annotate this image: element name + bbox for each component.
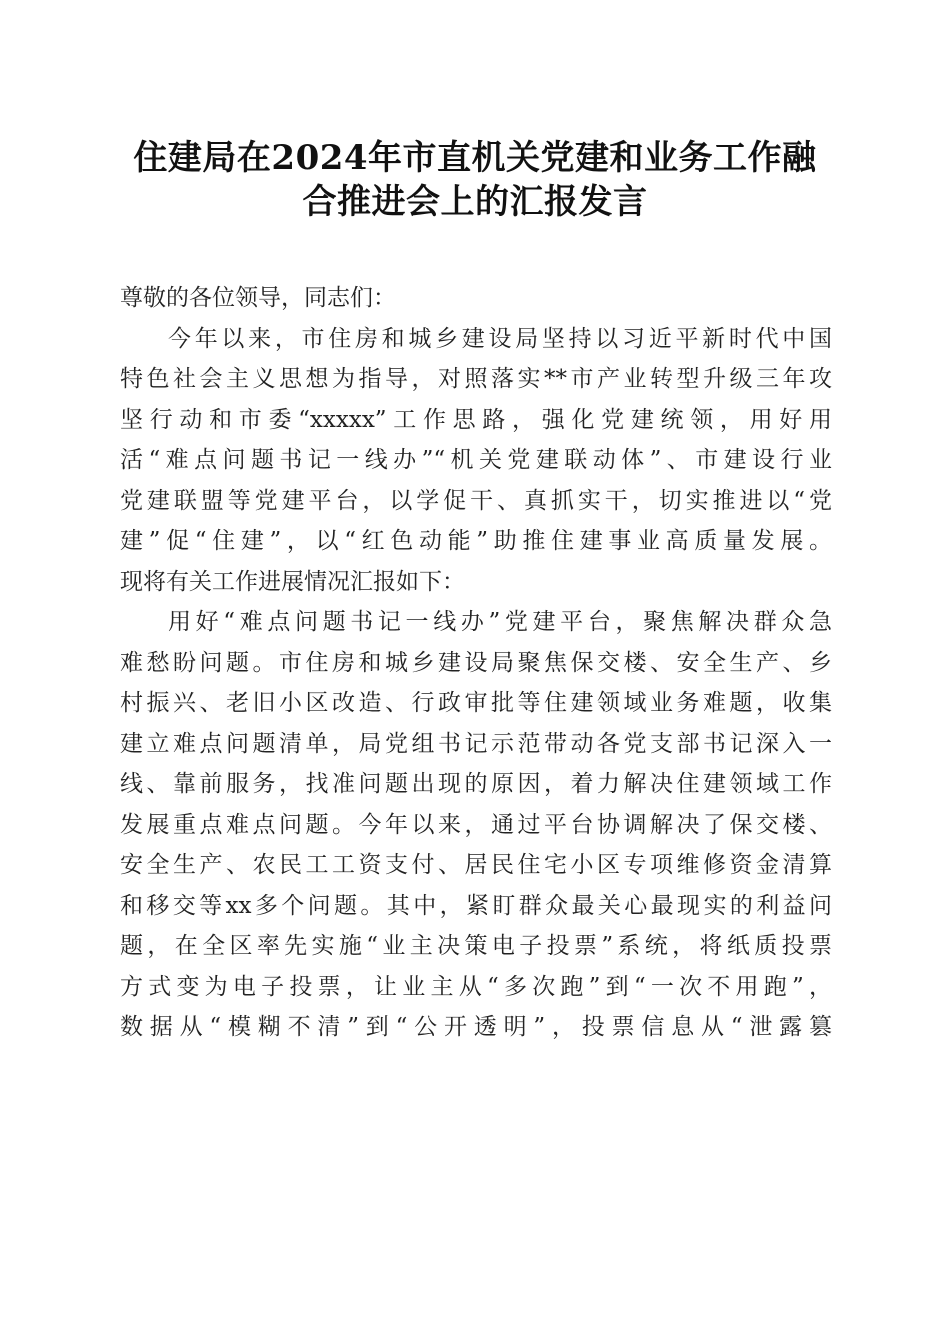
- paragraph-line: 坚行动和市委“xxxxx”工作思路，强化党建统领，用好用: [120, 406, 832, 433]
- title-line-2: 合推进会上的汇报发言: [302, 182, 648, 222]
- document-title: [100, 136, 850, 224]
- title-line-1: 住建局在2024年市直机关党建和业务工作融: [133, 138, 817, 178]
- paragraph-line: 难愁盼问题。市住房和城乡建设局聚焦保交楼、安全生产、乡: [120, 649, 832, 676]
- paragraph-line: 今年以来，市住房和城乡建设局坚持以习近平新时代中国: [168, 325, 832, 352]
- paragraph-line: 现将有关工作进展情况汇报如下：: [120, 568, 465, 595]
- paragraph-line: 发展重点难点问题。今年以来，通过平台协调解决了保交楼、: [120, 811, 832, 838]
- paragraph-line: 活“难点问题书记一线办”“机关党建联动体”、市建设行业: [120, 447, 832, 473]
- paragraph-line: 用好“难点问题书记一线办”党建平台，聚焦解决群众急: [168, 609, 832, 635]
- paragraph-line: 题，在全区率先实施“业主决策电子投票”系统，将纸质投票: [120, 933, 832, 959]
- paragraph-line: 和移交等xx多个问题。其中，紧盯群众最关心最现实的利益问: [120, 892, 832, 919]
- paragraph-line: 线、靠前服务，找准问题出现的原因，着力解决住建领域工作: [120, 771, 832, 797]
- paragraph-line: 方式变为电子投票，让业主从“多次跑”到“一次不用跑”，: [120, 973, 832, 1000]
- paragraph-line: 党建联盟等党建平台，以学促干、真抓实干，切实推进以“党: [120, 487, 832, 514]
- paragraph-line: 特色社会主义思想为指导，对照落实**市产业转型升级三年攻: [120, 366, 832, 392]
- paragraph-line: 村振兴、老旧小区改造、行政审批等住建领域业务难题，收集: [120, 690, 832, 716]
- paragraph-line: 数据从“模糊不清”到“公开透明”，投票信息从“泄露篡: [120, 1014, 832, 1040]
- paragraph-line: 安全生产、农民工工资支付、居民住宅小区专项维修资金清算: [120, 852, 832, 878]
- salutation: 尊敬的各位领导，同志们：: [120, 285, 396, 311]
- paragraph-line: 建立难点问题清单，局党组书记示范带动各党支部书记深入一: [120, 730, 832, 757]
- paragraph-line: 建”促“住建”，以“红色动能”助推住建事业高质量发展。: [120, 528, 832, 554]
- document-body: [120, 278, 832, 1048]
